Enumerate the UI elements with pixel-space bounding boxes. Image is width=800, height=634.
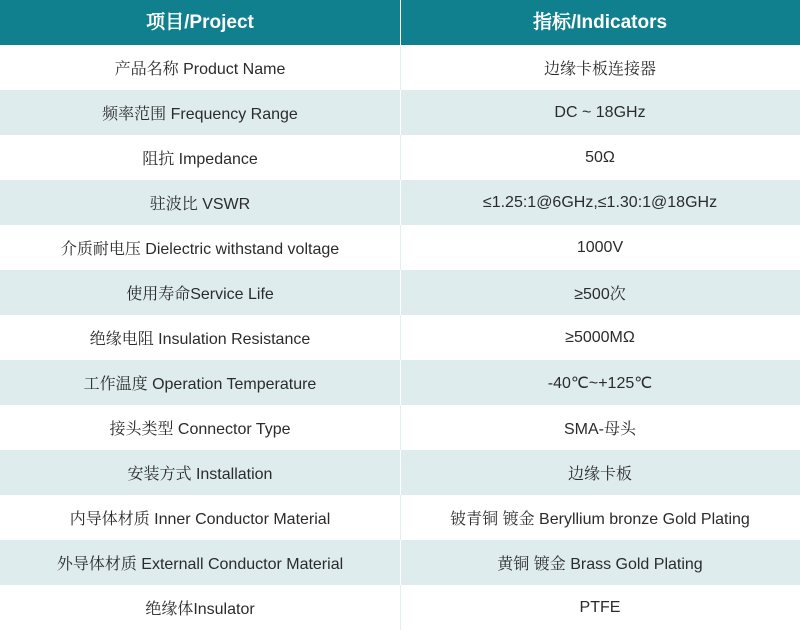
table-row: [0, 90, 800, 135]
table-row: [0, 585, 800, 630]
cell-project: 频率范围 Frequency Range: [0, 90, 400, 135]
cell-project: 使用寿命Service Life: [0, 270, 400, 315]
cell-project: 阻抗 Impedance: [0, 135, 400, 180]
cell-project: 介质耐电压 Dielectric withstand voltage: [0, 225, 400, 270]
table-row: [0, 315, 800, 360]
cell-indicator: ≤1.25:1@6GHz,≤1.30:1@18GHz: [400, 180, 800, 225]
cell-indicator: 50Ω: [400, 135, 800, 180]
table-row: [0, 405, 800, 450]
cell-project: 产品名称 Product Name: [0, 45, 400, 90]
table-row: [0, 135, 800, 180]
column-header-indicators: 指标/Indicators: [400, 0, 800, 45]
cell-project: 安装方式 Installation: [0, 450, 400, 495]
cell-project: 绝缘电阻 Insulation Resistance: [0, 315, 400, 360]
table-row: [0, 360, 800, 405]
table-row: [0, 225, 800, 270]
cell-indicator: 铍青铜 镀金 Beryllium bronze Gold Plating: [400, 495, 800, 540]
table-row: [0, 540, 800, 585]
table-body: [0, 45, 800, 630]
cell-indicator: 边缘卡板连接器: [400, 45, 800, 90]
table-row: [0, 180, 800, 225]
table-header-row: [0, 0, 800, 45]
cell-indicator: 黄铜 镀金 Brass Gold Plating: [400, 540, 800, 585]
cell-project: 工作温度 Operation Temperature: [0, 360, 400, 405]
cell-indicator: DC ~ 18GHz: [400, 90, 800, 135]
cell-project: 接头类型 Connector Type: [0, 405, 400, 450]
cell-project: 驻波比 VSWR: [0, 180, 400, 225]
table-header: [0, 0, 800, 45]
table-row: [0, 495, 800, 540]
column-header-project: 项目/Project: [0, 0, 400, 45]
table-row: [0, 270, 800, 315]
table-row: [0, 45, 800, 90]
cell-indicator: 边缘卡板: [400, 450, 800, 495]
cell-project: 外导体材质 Externall Conductor Material: [0, 540, 400, 585]
cell-indicator: SMA-母头: [400, 405, 800, 450]
cell-project: 绝缘体Insulator: [0, 585, 400, 630]
cell-indicator: PTFE: [400, 585, 800, 630]
table-row: [0, 450, 800, 495]
cell-indicator: ≥500次: [400, 270, 800, 315]
cell-indicator: 1000V: [400, 225, 800, 270]
cell-indicator: -40℃~+125℃: [400, 360, 800, 405]
cell-project: 内导体材质 Inner Conductor Material: [0, 495, 400, 540]
cell-indicator: ≥5000MΩ: [400, 315, 800, 360]
